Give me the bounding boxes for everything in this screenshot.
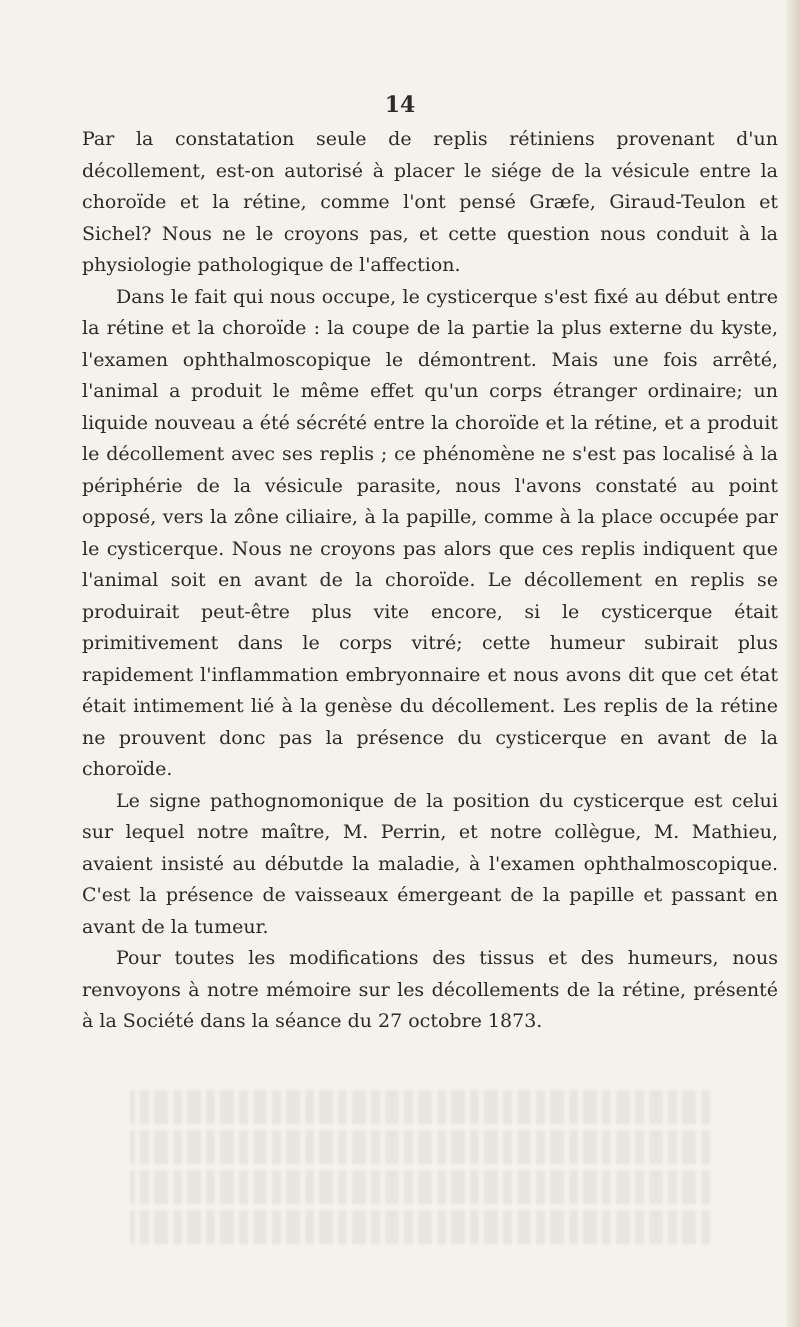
- page-edge: [786, 0, 800, 1327]
- bleed-line: [130, 1210, 710, 1244]
- body-text: [82, 124, 778, 1038]
- bleed-line: [130, 1090, 710, 1124]
- paragraph-4: Pour toutes les modifications des tissus et des humeurs, nous renvoyons à notre mémoire sur les décollements de la rétine, présenté à la Société dans la séance du 27 octobre 1873.: [82, 947, 778, 1032]
- page-number: 14: [384, 92, 416, 118]
- show-through-bleed: [130, 1090, 710, 1290]
- bleed-line: [130, 1170, 710, 1204]
- paragraph-3: Le signe pathognomonique de la position du cysticerque est celui sur lequel notre maître, M. Perrin, et notre collègue, M. Mathieu, avaient insisté au débutde la maladie, à l'examen ophthalmoscopique. C'est la présence de vaisseaux émergeant de la papille et passant en avant de la tumeur.: [82, 789, 778, 938]
- paragraph-2: Dans le fait qui nous occupe, le cysticerque s'est fixé au début entre la rétine et la choroïde : la coupe de la partie la plus externe du kyste, l'examen ophthalmoscopique le démontrent. Mais une fois arrêté, l'animal a produit le même effet qu'un corps étranger ordinaire; un liquide nouveau a été sécrété entre la choroïde et la rétine, et a produit le décollement avec ses replis ; ce phénomène ne s'est pas localisé à la périphérie de la vésicule parasite, nous l'avons constaté au point opposé, vers la zône ciliaire, à la papille, comme à la place occupée par le cysticerque. Nous ne croyons pas alors que ces replis indiquent que l'animal soit en avant de la choroïde. Le décollement en replis se produirait peut-être plus vite encore, si le cysticerque était primitivement dans le corps vitré; cette humeur subirait plus rapidement l'inflammation embryonnaire et nous avons dit que cet état était intimement lié à la genèse du décollement. Les replis de la rétine ne prouvent donc pas la présence du cysticerque en avant de la choroïde.: [82, 285, 778, 780]
- bleed-line: [130, 1130, 710, 1164]
- paragraph-1: Par la constatation seule de replis rétiniens provenant d'un décollement, est-on autorisé à placer le siége de la vésicule entre la choroïde et la rétine, comme l'ont pensé Græfe, Giraud-Teulon et Sichel? Nous ne le croyons pas, et cette question nous conduit à la physiologie pathologique de l'affection.: [82, 128, 778, 276]
